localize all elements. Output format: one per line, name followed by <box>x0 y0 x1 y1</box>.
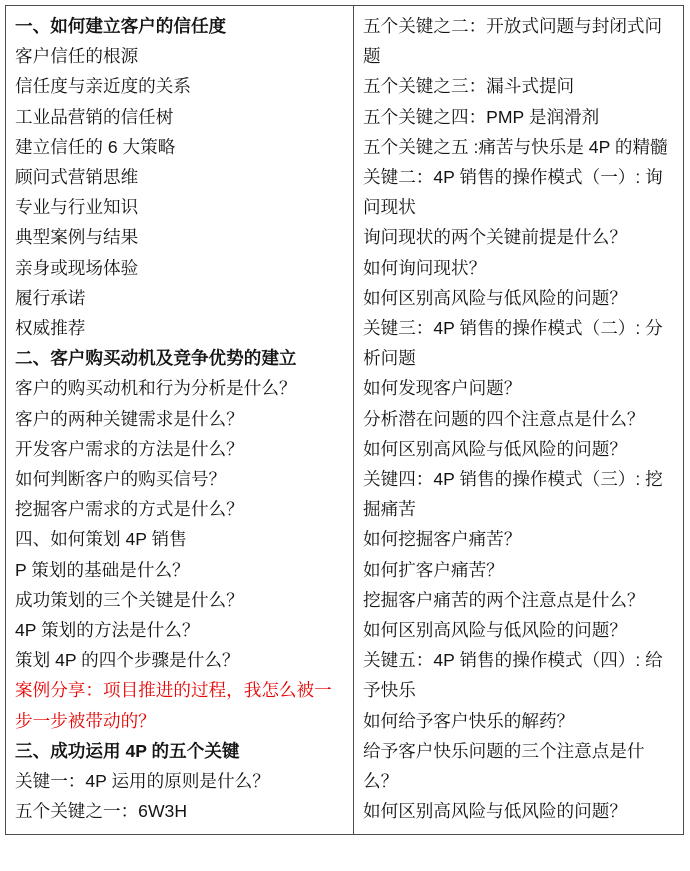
outline-item: 顾问式营销思维 <box>15 167 139 188</box>
outline-item: 如何发现客户问题？ <box>363 378 522 399</box>
outline-item: 五个关键之一：6W3H <box>15 801 188 822</box>
outline-column-right <box>354 6 683 834</box>
outline-item: 如何判断客户的购买信号？ <box>15 469 227 490</box>
outline-item: 客户信任的根源 <box>15 46 139 67</box>
outline-item: 建立信任的 6 大策略 <box>15 136 176 157</box>
outline-item: 四、如何策划 4P 销售 <box>15 529 187 550</box>
outline-item: 关键三：4P 销售的操作模式（二）: 分析问题 <box>363 318 663 369</box>
outline-item: 挖掘客户需求的方式是什么？ <box>15 499 244 520</box>
outline-item: 关键四：4P 销售的操作模式（三）: 挖掘痛苦 <box>363 469 663 520</box>
outline-item: 策划 4P 的四个步骤是什么？ <box>15 650 240 671</box>
outline-item: 权威推荐 <box>15 318 86 339</box>
outline-item: 五个关键之二：开放式问题与封闭式问题 <box>363 16 663 67</box>
outline-item: 分析潜在问题的四个注意点是什么？ <box>363 408 645 429</box>
outline-item: 如何挖掘客户痛苦？ <box>363 529 522 550</box>
course-outline-table <box>5 5 684 835</box>
outline-item: 客户的两种关键需求是什么？ <box>15 408 244 429</box>
outline-item: 工业品营销的信任树 <box>15 106 174 127</box>
outline-item: 专业与行业知识 <box>15 197 139 218</box>
outline-item: 五个关键之五 :痛苦与快乐是 4P 的精髓 <box>363 136 668 157</box>
outline-section-heading: 三、成功运用 4P 的五个关键 <box>15 740 240 761</box>
outline-item: 关键二：4P 销售的操作模式（一）: 询问现状 <box>363 167 663 218</box>
outline-section-heading: 二、客户购买动机及竞争优势的建立 <box>15 348 297 369</box>
outline-item: 信任度与亲近度的关系 <box>15 76 191 97</box>
outline-section-heading: 一、如何建立客户的信任度 <box>15 16 227 36</box>
outline-item: 关键五：4P 销售的操作模式（四）: 给予快乐 <box>363 650 663 701</box>
outline-item: 4P 策划的方法是什么？ <box>15 620 200 641</box>
outline-item: 如何区别高风险与低风险的问题？ <box>363 801 627 822</box>
outline-column-left <box>6 6 354 834</box>
outline-item: 如何区别高风险与低风险的问题？ <box>363 620 627 641</box>
outline-item: 典型案例与结果 <box>15 227 139 248</box>
outline-item: 五个关键之四：PMP 是润滑剂 <box>363 106 600 127</box>
outline-item: 询问现状的两个关键前提是什么？ <box>363 227 627 248</box>
outline-item: P 策划的基础是什么？ <box>15 559 190 580</box>
outline-item: 亲身或现场体验 <box>15 257 139 278</box>
outline-item: 履行承诺 <box>15 287 86 308</box>
outline-item: 开发客户需求的方法是什么？ <box>15 438 244 459</box>
outline-item: 关键一：4P 运用的原则是什么？ <box>15 771 270 792</box>
outline-item: 给予客户快乐问题的三个注意点是什么？ <box>363 740 645 792</box>
outline-item: 如何询问现状？ <box>363 257 487 278</box>
outline-item: 如何区别高风险与低风险的问题？ <box>363 287 627 308</box>
outline-item: 如何给予客户快乐的解药？ <box>363 710 575 731</box>
case-share-item: 案例分享：项目推进的过程，我怎么被一步一步被带动的？ <box>15 680 332 731</box>
outline-item: 五个关键之三：漏斗式提问 <box>363 76 575 97</box>
outline-item: 如何扩客户痛苦？ <box>363 559 504 580</box>
outline-item: 挖掘客户痛苦的两个注意点是什么？ <box>363 589 645 610</box>
outline-item: 成功策划的三个关键是什么？ <box>15 589 244 610</box>
outline-item: 客户的购买动机和行为分析是什么？ <box>15 378 297 399</box>
outline-item: 如何区别高风险与低风险的问题？ <box>363 438 627 459</box>
